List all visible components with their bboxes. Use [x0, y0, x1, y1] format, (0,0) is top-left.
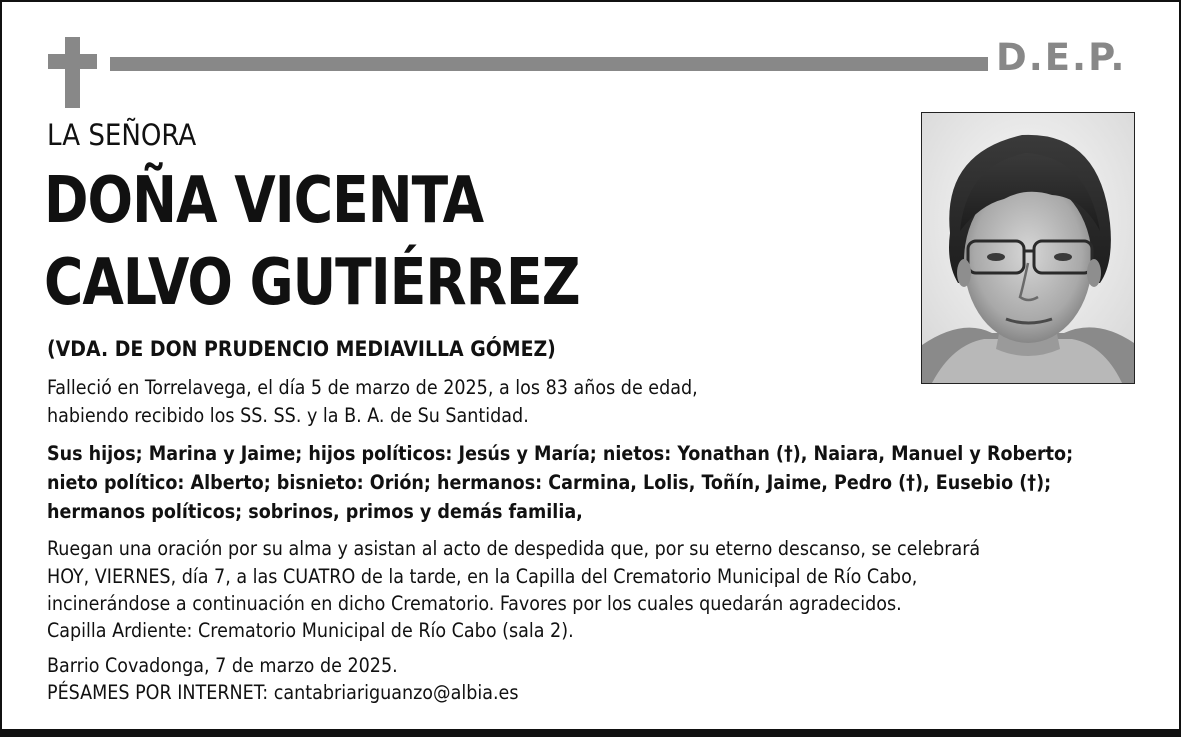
request-line: HOY, VIERNES, día 7, a las CUATRO de la tarde, en la Capilla del Crematorio Municipal de Río Cabo, [47, 565, 918, 588]
dep-label: D.E.P. [996, 36, 1127, 79]
death-line: habiendo recibido los SS. SS. y la B. A. de Su Santidad. [47, 404, 529, 427]
widow-of: (VDA. DE DON PRUDENCIO MEDIAVILLA GÓMEZ) [47, 337, 556, 361]
request-line: Capilla Ardiente: Crematorio Municipal de Río Cabo (sala 2). [47, 619, 574, 642]
request-line: Ruegan una oración por su alma y asistan al acto de despedida que, por su eterno descanso, se celebrará [47, 537, 981, 560]
family-line: Sus hijos; Marina y Jaime; hijos políticos: Jesús y María; nietos: Yonathan (†), Naiara, Manuel y Roberto; [47, 442, 1074, 465]
deceased-name-line-1: DOÑA VICENTA [44, 164, 484, 238]
portrait-photo [921, 112, 1135, 384]
request-line: incinerándose a continuación en dicho Crematorio. Favores por los cuales quedarán agradecidos. [47, 592, 902, 615]
header-rule [110, 57, 988, 71]
family-line: nieto político: Alberto; bisnieto: Orión; hermanos: Carmina, Lolis, Toñín, Jaime, Pedro (†), Eusebio (†); [47, 471, 1052, 494]
death-line: Falleció en Torrelavega, el día 5 de marzo de 2025, a los 83 años de edad, [47, 376, 698, 399]
footer-line: Barrio Covadonga, 7 de marzo de 2025. [47, 654, 398, 677]
footer-line: PÉSAMES POR INTERNET: cantabriariguanzo@albia.es [47, 681, 519, 704]
deceased-name-line-2: CALVO GUTIÉRREZ [44, 246, 580, 320]
family-line: hermanos políticos; sobrinos, primos y demás familia, [47, 500, 583, 523]
title-prefix: LA SEÑORA [47, 118, 197, 152]
